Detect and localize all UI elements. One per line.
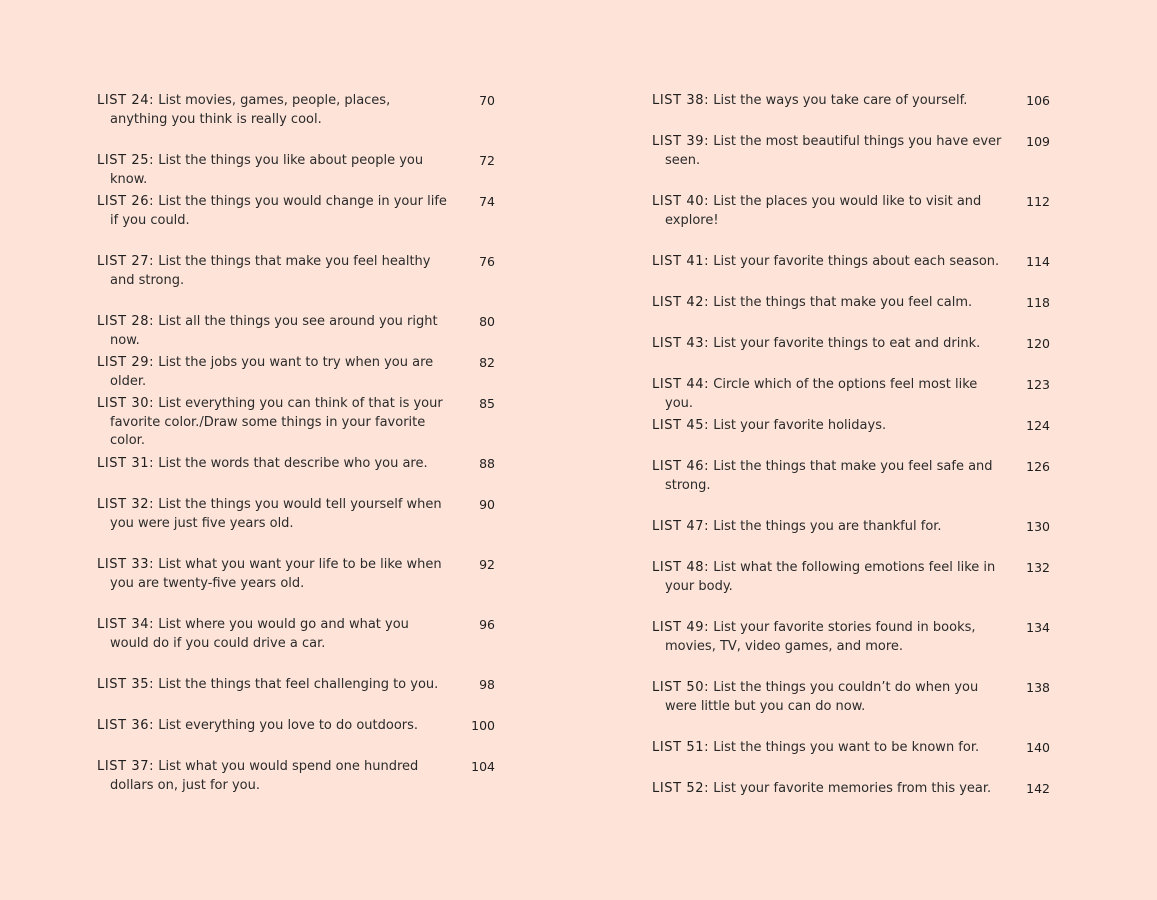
toc-entry-text: [652, 253, 1006, 272]
toc-entry[interactable]: [97, 455, 495, 496]
toc-entry-page-number: 82: [479, 355, 495, 370]
toc-entry-text: [97, 152, 451, 189]
toc-entry-description: List everything you can think of that is your favorite color./Draw some things in your favorite color.: [110, 396, 443, 448]
toc-entry-text: [652, 92, 1006, 111]
toc-entry-label: LIST 35:: [97, 677, 155, 692]
toc-entry-text: [97, 455, 451, 474]
toc-entry-label: LIST 39:: [652, 134, 710, 149]
toc-entry-label: LIST 31:: [97, 456, 155, 471]
toc-entry-page-number: 138: [1026, 680, 1050, 695]
toc-entry-description: List the things that make you feel safe and strong.: [665, 459, 993, 493]
toc-entry-text: [652, 739, 1006, 758]
toc-entry[interactable]: [97, 758, 495, 818]
toc-entry-page-number: 70: [479, 93, 495, 108]
toc-entry-page-number: 90: [479, 497, 495, 512]
toc-entry-description: List what the following emotions feel like in your body.: [665, 560, 996, 594]
toc-entry[interactable]: [652, 92, 1050, 133]
toc-entry-text: [97, 193, 451, 230]
toc-entry-label: LIST 40:: [652, 194, 710, 209]
toc-entry[interactable]: [652, 559, 1050, 619]
toc-entry-label: LIST 41:: [652, 254, 710, 269]
toc-entry-description: List your favorite things about each season.: [713, 254, 1000, 269]
toc-entry[interactable]: [652, 619, 1050, 679]
toc-entry[interactable]: [97, 152, 495, 193]
toc-entry[interactable]: [652, 518, 1050, 559]
toc-entry[interactable]: [97, 717, 495, 758]
toc-entry-text: [652, 619, 1006, 656]
toc-entry-text: [97, 676, 451, 695]
toc-entry[interactable]: [652, 458, 1050, 518]
toc-entry-text: [652, 133, 1006, 170]
toc-entry-page-number: 74: [479, 194, 495, 209]
toc-entry-label: LIST 36:: [97, 718, 155, 733]
toc-entry-description: List the ways you take care of yourself.: [713, 93, 968, 108]
toc-entry[interactable]: [652, 253, 1050, 294]
toc-entry-text: [652, 458, 1006, 495]
toc-entry-text: [652, 193, 1006, 230]
toc-entry[interactable]: [97, 395, 495, 455]
toc-entry-page-number: 120: [1026, 336, 1050, 351]
toc-entry-description: List the words that describe who you are.: [158, 456, 428, 471]
toc-entry-text: [97, 556, 451, 593]
toc-entry-description: List your favorite stories found in books, movies, TV, video games, and more.: [665, 620, 976, 654]
toc-entry[interactable]: [97, 193, 495, 253]
toc-entry-page-number: 106: [1026, 93, 1050, 108]
toc-entry-description: List your favorite memories from this year.: [713, 781, 992, 796]
toc-entry-label: LIST 25:: [97, 153, 155, 168]
toc-entry-description: List the things that make you feel calm.: [713, 295, 973, 310]
toc-entry-page-number: 92: [479, 557, 495, 572]
toc-entry[interactable]: [97, 496, 495, 556]
toc-entry-page-number: 98: [479, 677, 495, 692]
toc-entry-description: List the things you would tell yourself when you were just five years old.: [110, 497, 442, 531]
toc-entry-page-number: 100: [471, 718, 495, 733]
toc-entry-description: List the things that make you feel healthy and strong.: [110, 254, 431, 288]
toc-entry-description: List the things you couldn’t do when you were little but you can do now.: [665, 680, 979, 714]
toc-entry-label: LIST 52:: [652, 781, 710, 796]
toc-entry-text: [97, 253, 451, 290]
toc-entry[interactable]: [97, 253, 495, 313]
toc-entry[interactable]: [652, 780, 1050, 821]
toc-entry[interactable]: [652, 133, 1050, 193]
toc-entry-page-number: 104: [471, 759, 495, 774]
toc-entry-page-number: 88: [479, 456, 495, 471]
toc-entry-label: LIST 43:: [652, 336, 710, 351]
toc-entry-description: List the things you are thankful for.: [713, 519, 942, 534]
toc-entry-label: LIST 48:: [652, 560, 710, 575]
toc-entry-text: [652, 294, 1006, 313]
toc-entry-label: LIST 37:: [97, 759, 155, 774]
toc-entry[interactable]: [652, 294, 1050, 335]
toc-entry-text: [97, 92, 451, 129]
toc-entry-text: [652, 780, 1006, 799]
toc-entry[interactable]: [652, 739, 1050, 780]
toc-entry-text: [652, 559, 1006, 596]
toc-entry-text: [652, 335, 1006, 354]
toc-entry[interactable]: [97, 556, 495, 616]
toc-entry-description: List the things you want to be known for.: [713, 740, 980, 755]
toc-entry-text: [652, 417, 1006, 436]
toc-entry-label: LIST 51:: [652, 740, 710, 755]
toc-entry-description: List all the things you see around you right now.: [110, 314, 438, 348]
toc-entry-page-number: 72: [479, 153, 495, 168]
toc-entry-text: [97, 616, 451, 653]
toc-entry-page-number: 126: [1026, 459, 1050, 474]
toc-entry-description: List the places you would like to visit and explore!: [665, 194, 982, 228]
toc-entry-description: Circle which of the options feel most like you.: [665, 377, 978, 411]
toc-entry-text: [652, 518, 1006, 537]
toc-entry-page-number: 130: [1026, 519, 1050, 534]
toc-entry-text: [652, 376, 1006, 413]
toc-entry[interactable]: [97, 676, 495, 717]
toc-entry-page-number: 76: [479, 254, 495, 269]
toc-entry-page-number: 80: [479, 314, 495, 329]
toc-entry-page-number: 96: [479, 617, 495, 632]
toc-entry-description: List the jobs you want to try when you are older.: [110, 355, 434, 389]
toc-entry-label: LIST 29:: [97, 355, 155, 370]
toc-entry-label: LIST 32:: [97, 497, 155, 512]
toc-entry[interactable]: [97, 92, 495, 152]
toc-entry-text: [97, 496, 451, 533]
toc-entry-description: List your favorite things to eat and drink.: [713, 336, 981, 351]
toc-entry-page-number: 109: [1026, 134, 1050, 149]
toc-entry[interactable]: [652, 679, 1050, 739]
toc-entry-description: List movies, games, people, places, anything you think is really cool.: [110, 93, 391, 127]
toc-entry-label: LIST 27:: [97, 254, 155, 269]
toc-entry-label: LIST 33:: [97, 557, 155, 572]
toc-entry-label: LIST 38:: [652, 93, 710, 108]
toc-entry-label: LIST 42:: [652, 295, 710, 310]
toc-entry-page-number: 118: [1026, 295, 1050, 310]
toc-entry-description: List everything you love to do outdoors.: [158, 718, 419, 733]
toc-entry-page-number: 124: [1026, 418, 1050, 433]
toc-entry[interactable]: [652, 417, 1050, 458]
toc-entry-label: LIST 44:: [652, 377, 710, 392]
toc-entry-label: LIST 30:: [97, 396, 155, 411]
toc-left-column: [97, 92, 495, 818]
toc-entry-label: LIST 24:: [97, 93, 155, 108]
toc-entry-text: [97, 758, 451, 795]
toc-entry-description: List the things you like about people you know.: [110, 153, 424, 187]
toc-entry-label: LIST 26:: [97, 194, 155, 209]
toc-entry-description: List what you would spend one hundred dollars on, just for you.: [110, 759, 419, 793]
toc-entry-label: LIST 45:: [652, 418, 710, 433]
toc-entry-label: LIST 47:: [652, 519, 710, 534]
toc-entry-label: LIST 49:: [652, 620, 710, 635]
toc-entry-label: LIST 28:: [97, 314, 155, 329]
toc-entry-description: List what you want your life to be like when you are twenty-five years old.: [110, 557, 442, 591]
toc-entry-text: [97, 395, 451, 451]
toc-entry-page-number: 123: [1026, 377, 1050, 392]
toc-entry-label: LIST 50:: [652, 680, 710, 695]
toc-entry-page-number: 132: [1026, 560, 1050, 575]
toc-entry[interactable]: [652, 376, 1050, 417]
toc-entry-page-number: 112: [1026, 194, 1050, 209]
toc-entry-label: LIST 34:: [97, 617, 155, 632]
toc-entry[interactable]: [97, 616, 495, 676]
toc-entry-page-number: 114: [1026, 254, 1050, 269]
toc-entry-page-number: 142: [1026, 781, 1050, 796]
toc-entry-text: [652, 679, 1006, 716]
toc-entry[interactable]: [652, 335, 1050, 376]
toc-entry-page-number: 134: [1026, 620, 1050, 635]
toc-entry-description: List the most beautiful things you have ever seen.: [665, 134, 1002, 168]
toc-entry-description: List the things you would change in your life if you could.: [110, 194, 447, 228]
toc-entry-page-number: 85: [479, 396, 495, 411]
toc-entry-text: [97, 313, 451, 350]
toc-entry[interactable]: [97, 354, 495, 395]
toc-entry-text: [97, 354, 451, 391]
toc-right-column: [652, 92, 1050, 821]
toc-entry-text: [97, 717, 451, 736]
toc-entry-description: List where you would go and what you would do if you could drive a car.: [110, 617, 409, 651]
toc-entry-page-number: 140: [1026, 740, 1050, 755]
toc-entry[interactable]: [97, 313, 495, 354]
toc-entry-description: List the things that feel challenging to you.: [158, 677, 439, 692]
toc-entry-description: List your favorite holidays.: [713, 418, 887, 433]
toc-entry-label: LIST 46:: [652, 459, 710, 474]
toc-entry[interactable]: [652, 193, 1050, 253]
